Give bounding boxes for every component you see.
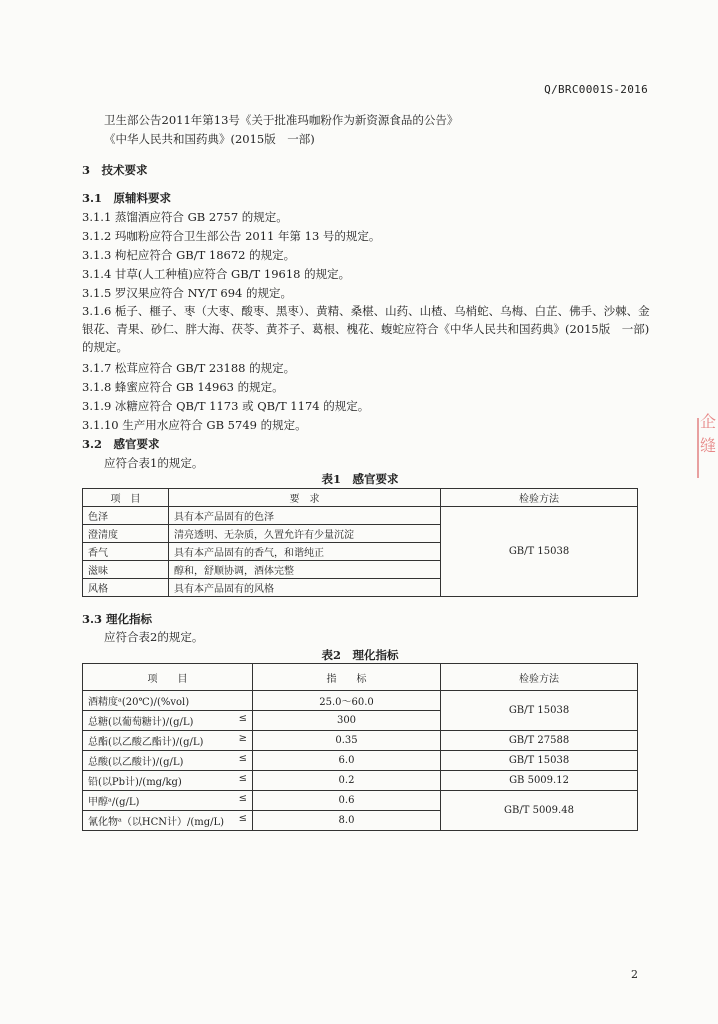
table-row xyxy=(83,791,638,811)
table-cell: 色泽 xyxy=(83,507,169,525)
clause-item: 3.1.8 蜂蜜应符合 GB 14963 的规定。 xyxy=(82,380,284,394)
table-cell: 香气 xyxy=(83,543,169,561)
clause-item: 3.1.2 玛咖粉应符合卫生部公告 2011 年第 13 号的规定。 xyxy=(82,229,381,243)
table-row xyxy=(83,771,638,791)
seal-edge xyxy=(697,418,699,478)
section-heading: 3 技术要求 xyxy=(82,163,148,177)
table-cell: 滋味 xyxy=(83,561,169,579)
table-cell-method: GB/T 27588 xyxy=(441,731,638,751)
clause-item: 3.1.7 松茸应符合 GB/T 23188 的规定。 xyxy=(82,361,296,375)
table-cell-item: 氰化物ᵃ（以HCN计）/(mg/L) ≤ xyxy=(83,811,253,831)
seal-char: 缝 xyxy=(700,436,717,455)
section-text: 应符合表1的规定。 xyxy=(104,456,204,470)
document-code: Q/BRC0001S-2016 xyxy=(544,83,648,96)
section-heading: 3.3 理化指标 xyxy=(82,612,153,626)
clause-item: 3.1.1 蒸馏酒应符合 GB 2757 的规定。 xyxy=(82,210,288,224)
table-cell-method: GB/T 15038 xyxy=(441,751,638,771)
table-row xyxy=(83,731,638,751)
physicochemical-table xyxy=(82,663,638,831)
table-cell: 具有本产品固有的香气，和谐纯正 xyxy=(169,543,441,561)
table-cell-item: 铅(以Pb计)/(mg/kg) ≤ xyxy=(83,771,253,791)
table-cell-value: 0.6 xyxy=(253,791,441,811)
table-row xyxy=(83,507,638,525)
table-row xyxy=(83,751,638,771)
table-cell-method: GB/T 15038 xyxy=(441,691,638,731)
clause-item: 3.1.5 罗汉果应符合 NY/T 694 的规定。 xyxy=(82,286,293,300)
table-caption: 表2 理化指标 xyxy=(321,648,399,662)
section-heading: 3.2 感官要求 xyxy=(82,437,160,451)
table-cell-method: GB/T 5009.48 xyxy=(441,791,638,831)
reference-line: 《中华人民共和国药典》(2015版 一部) xyxy=(104,132,315,146)
reference-line: 卫生部公告2011年第13号《关于批准玛咖粉作为新资源食品的公告》 xyxy=(104,113,459,127)
table-header: 项 目 xyxy=(83,489,169,507)
table-header: 项 目 xyxy=(83,664,253,691)
clause-item: 3.1.4 甘草(人工种植)应符合 GB/T 19618 的规定。 xyxy=(82,267,351,281)
table-cell-item: 总糖(以葡萄糖计)/(g/L) ≤ xyxy=(83,711,253,731)
section-text: 应符合表2的规定。 xyxy=(104,630,204,644)
table-cell-item: 总酸(以乙酸计)/(g/L) ≤ xyxy=(83,751,253,771)
seal-stamp xyxy=(700,410,718,490)
page-number: 2 xyxy=(631,968,638,981)
clause-item: 3.1.10 生产用水应符合 GB 5749 的规定。 xyxy=(82,418,307,432)
table-header: 指 标 xyxy=(253,664,441,691)
table-cell-method: GB 5009.12 xyxy=(441,771,638,791)
table-cell-value: 8.0 xyxy=(253,811,441,831)
table-header: 检验方法 xyxy=(441,664,638,691)
table-cell-value: 25.0～60.0 xyxy=(253,691,441,711)
table-cell: 澄清度 xyxy=(83,525,169,543)
table-cell: 清亮透明、无杂质，久置允许有少量沉淀 xyxy=(169,525,441,543)
table-cell: 醇和，舒顺协调，酒体完整 xyxy=(169,561,441,579)
table-cell-value: 6.0 xyxy=(253,751,441,771)
table-row xyxy=(83,691,638,711)
table-cell-value: 0.2 xyxy=(253,771,441,791)
table-cell-method: GB/T 15038 xyxy=(441,507,638,597)
clause-item: 3.1.3 枸杞应符合 GB/T 18672 的规定。 xyxy=(82,248,296,262)
clause-item: 3.1.9 冰糖应符合 QB/T 1173 或 QB/T 1174 的规定。 xyxy=(82,399,370,413)
table-cell-value: 0.35 xyxy=(253,731,441,751)
table-cell-value: 300 xyxy=(253,711,441,731)
table-header: 检验方法 xyxy=(441,489,638,507)
sensory-table xyxy=(82,488,638,597)
table-header: 要 求 xyxy=(169,489,441,507)
table-cell: 风格 xyxy=(83,579,169,597)
clause-item-long: 3.1.6 栀子、榧子、枣（大枣、酸枣、黑枣）、黄精、桑椹、山药、山楂、乌梢蛇、乌梅、白芷、佛手、沙棘、金银花、青果、砂仁、胖大海、茯苓、黄芥子、葛根、槐花、蝮蛇应符合《中华人民共和国药典》(2015版 一部)的规定。 xyxy=(82,304,650,354)
table-cell-item: 总酯(以乙酸乙酯计)/(g/L) ≥ xyxy=(83,731,253,751)
seal-char: 企 xyxy=(700,412,717,431)
table-cell: 具有本产品固有的风格 xyxy=(169,579,441,597)
table-cell-item: 甲醇ᵃ/(g/L) ≤ xyxy=(83,791,253,811)
table-caption: 表1 感官要求 xyxy=(321,472,399,486)
table-cell-item: 酒精度ᵃ(20℃)/(%vol) xyxy=(83,691,253,711)
section-heading: 3.1 原辅料要求 xyxy=(82,191,172,205)
table-cell: 具有本产品固有的色泽 xyxy=(169,507,441,525)
